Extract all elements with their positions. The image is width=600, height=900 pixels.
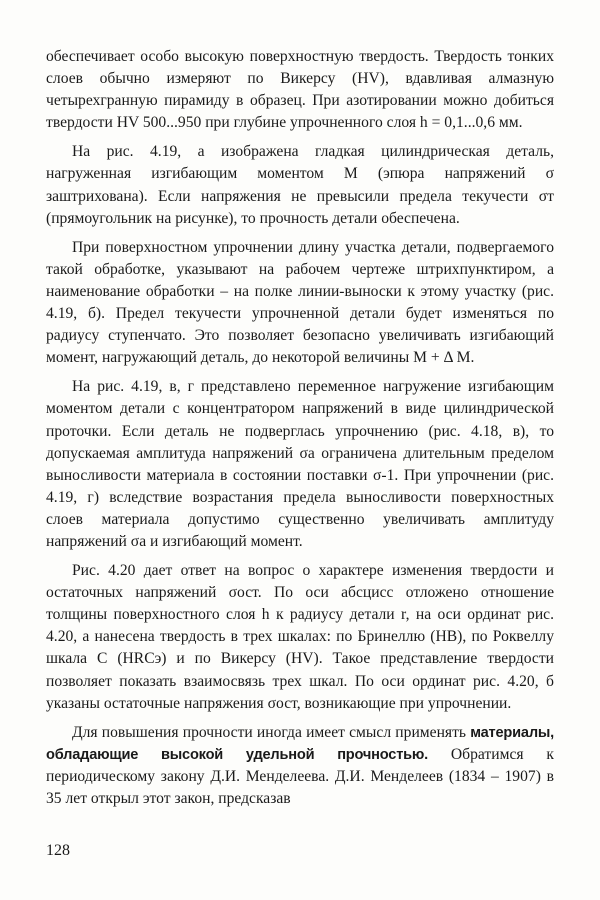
paragraph-fig-4-19-v-g: На рис. 4.19, в, г представлено переменное нагружение изгибающим моментом детали с концентратором напряжений в виде цилиндрической проточки. Если деталь не подверглась упрочнению (рис. 4.18, в), то допускаемая амплитуда напряжений σa ограничена длительным пределом выносливости материала в состоянии поставки σ-1. При упрочнении (рис. 4.19, г) вследствие возрастания предела выносливости поверхностных слоев материала допустимо существенно увеличивать амплитуду напряжений σa и изгибающий момент.: [46, 378, 554, 550]
paragraph-lead-text: Для повышения прочности иногда имеет смысл применять: [72, 723, 467, 741]
page-number: 128: [46, 842, 70, 859]
paragraph-fig-4-19-a: На рис. 4.19, а изображена гладкая цилиндрическая деталь, нагруженная изгибающим моментом M (эпюра напряжений σ заштрихована). Если напряжения не превысили предела текучести σт (прямоугольник на рисунке), то прочность детали обеспечена.: [46, 143, 554, 227]
paragraph-surface-hardening: При поверхностном упрочнении длину участка детали, подвергаемого такой обработке, указывают на рабочем чертеже штрихпунктиром, а наименование обработки – на полке линии-выноски к этому участку (рис. 4.19, б). Предел текучести упрочненной детали будет изменяться по радиусу ступенчато. Это позволяет безопасно увеличивать изгибающий момент, нагружающий деталь, до некоторой величины M + Δ M.: [46, 238, 554, 367]
paragraph-hardness-measurement: обеспечивает особо высокую поверхностную твердость. Твердость тонких слоев обычно измеряют по Викерсу (HV), вдавливая алмазную четырехгранную пирамиду в образец. При азотировании можно добиться твердости HV 500...950 при глубине упрочненного слоя h = 0,1...0,6 мм.: [46, 48, 554, 132]
paragraph-rest-text: Обратимся к периодическому закону Д.И. Менделеева. Д.И. Менделеев (1834 – 1907) в 35 лет открыл этот закон, предсказав: [46, 745, 554, 807]
page-body-text: [46, 46, 554, 817]
emphasized-term: материалы, обладающие высокой удельной прочностью.: [46, 724, 555, 763]
paragraph-specific-strength: [46, 722, 554, 810]
paragraph-fig-4-20: Рис. 4.20 дает ответ на вопрос о характере изменения твердости и остаточных напряжений σост. По оси абсцисс отложено отношение толщины поверхностного слоя h к радиусу детали r, на оси ординат рис. 4.20, а нанесена твердость в трех шкалах: по Бринеллю (HB), по Роквеллу шкала C (HRCэ) и по Викерсу (HV). Такое представление твердости позволяет показать взаимосвязь трех шкал. По оси ординат рис. 4.20, б указаны остаточные напряжения σост, возникающие при упрочнении.: [46, 562, 554, 712]
